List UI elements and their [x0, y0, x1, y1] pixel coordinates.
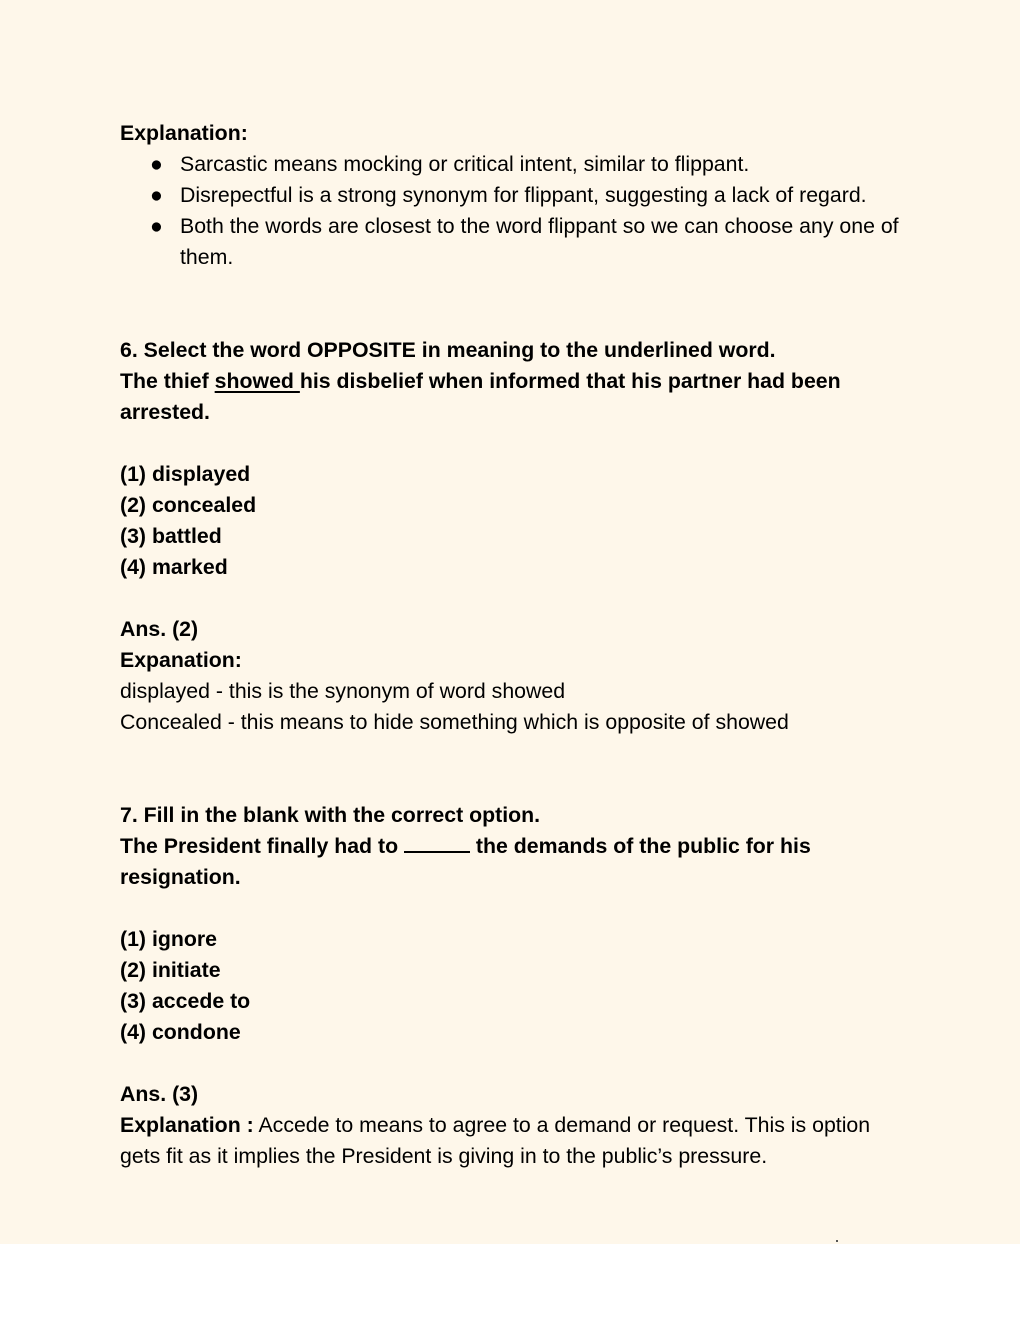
bullet-text: Disrepectful is a strong synonym for flippant, suggesting a lack of regard.	[180, 183, 867, 207]
q6-sentence	[120, 366, 910, 428]
q6-option-2: (2) concealed	[120, 493, 257, 517]
spacer	[120, 893, 910, 924]
bullet-icon: ●	[150, 183, 163, 207]
bullet-icon: ●	[150, 214, 163, 238]
q6-option-1: (1) displayed	[120, 462, 251, 486]
q6-explanation-heading: Expanation:	[120, 648, 242, 672]
page-content	[120, 118, 910, 1172]
q7-prompt: 7. Fill in the blank with the correct option.	[120, 803, 541, 827]
q7-blank	[404, 833, 470, 853]
q6-prompt: 6. Select the word OPPOSITE in meaning to the underlined word.	[120, 338, 776, 362]
q7-sentence	[120, 831, 910, 893]
q6-sentence-start: The thief	[120, 369, 215, 393]
q6-explanation-line-2: Concealed - this means to hide something which is opposite of showed	[120, 710, 789, 734]
q7-option-4: (4) condone	[120, 1020, 241, 1044]
question-6	[120, 335, 910, 738]
q7-sentence-start: The President finally had to	[120, 834, 405, 858]
q7-sentence-end: the demands of the public for his resignation.	[120, 834, 811, 889]
q7-option-1: (1) ignore	[120, 927, 218, 951]
spacer	[120, 273, 910, 335]
page-mark	[836, 1240, 838, 1242]
q6-explanation-line-1: displayed - this is the synonym of word showed	[120, 679, 566, 703]
list-item	[120, 149, 910, 180]
spacer	[120, 428, 910, 459]
bullet-text: Sarcastic means mocking or critical intent, similar to flippant.	[180, 152, 750, 176]
spacer	[120, 1048, 910, 1079]
bullet-text: Both the words are closest to the word flippant so we can choose any one of them.	[180, 214, 899, 269]
q7-option-2: (2) initiate	[120, 958, 221, 982]
q7-explanation-text: Accede to means to agree to a demand or request. This is option gets fit as it implies the President is giving in to the public’s pressure.	[120, 1113, 871, 1168]
q7-explanation	[120, 1110, 910, 1172]
q7-answer: Ans. (3)	[120, 1082, 199, 1106]
q6-underlined-word: showed	[214, 369, 300, 393]
prev-explanation-heading: Explanation:	[120, 121, 248, 145]
list-item	[120, 180, 910, 211]
spacer	[120, 583, 910, 614]
q6-option-4: (4) marked	[120, 555, 228, 579]
question-7	[120, 800, 910, 1172]
q7-explanation-heading: Explanation :	[120, 1113, 254, 1137]
q7-option-3: (3) accede to	[120, 989, 251, 1013]
q6-option-3: (3) battled	[120, 524, 222, 548]
bullet-icon: ●	[150, 152, 163, 176]
list-item	[120, 211, 910, 273]
prev-explanation-list	[120, 149, 910, 273]
spacer	[120, 738, 910, 800]
q6-answer: Ans. (2)	[120, 617, 199, 641]
q6-sentence-end: his disbelief when informed that his partner had been arrested.	[120, 369, 841, 424]
